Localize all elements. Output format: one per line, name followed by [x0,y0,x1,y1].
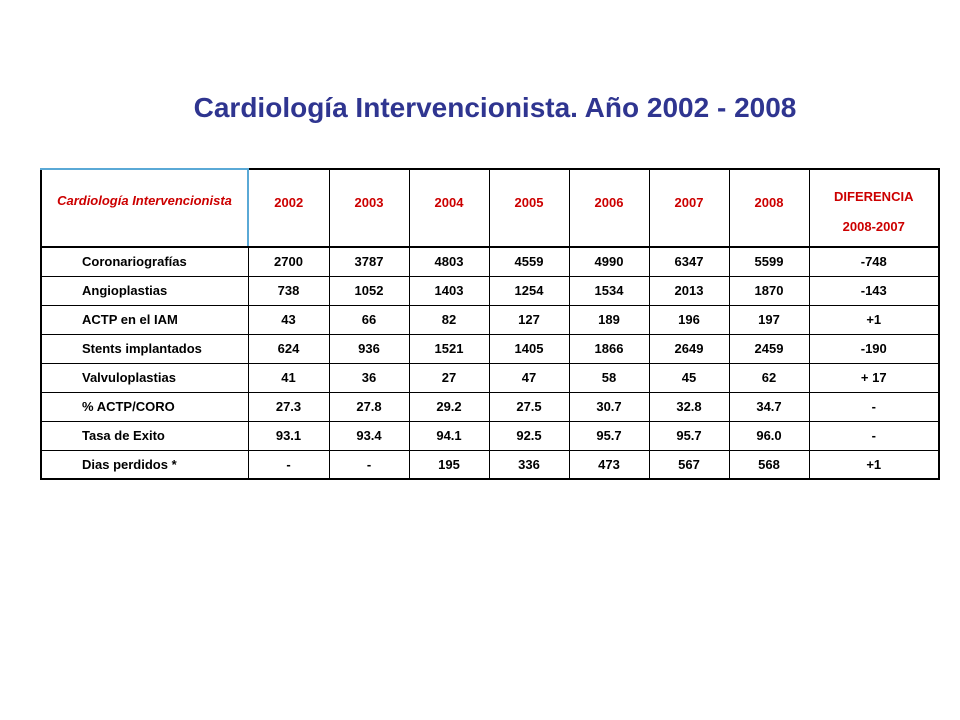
cell-diff: + 17 [809,363,939,392]
table-row [41,334,939,363]
table-row [41,392,939,421]
cell-diff: +1 [809,305,939,334]
cell-value: 568 [729,450,809,479]
table-row [41,305,939,334]
cell-value: 1866 [569,334,649,363]
cell-diff: - [809,392,939,421]
cell-value: 127 [489,305,569,334]
cell-value: 1521 [409,334,489,363]
cell-value: 624 [248,334,329,363]
cell-value: 47 [489,363,569,392]
cell-value: 45 [649,363,729,392]
data-table-container [40,168,940,480]
header-year-2003: 2003 [329,169,409,247]
cell-value: 93.4 [329,421,409,450]
row-label: Valvuloplastias [41,363,248,392]
cell-value: 27.5 [489,392,569,421]
cell-value: 196 [649,305,729,334]
cell-value: 94.1 [409,421,489,450]
cell-value: 1403 [409,276,489,305]
header-first-col: Cardiología Intervencionista [41,169,248,247]
cell-value: 62 [729,363,809,392]
cell-value: 1052 [329,276,409,305]
cell-value: 58 [569,363,649,392]
row-label: % ACTP/CORO [41,392,248,421]
header-row [41,169,939,247]
cell-value: 1870 [729,276,809,305]
cell-value: 4803 [409,247,489,276]
cell-diff: -190 [809,334,939,363]
table-row [41,450,939,479]
cell-diff: +1 [809,450,939,479]
cell-value: 189 [569,305,649,334]
cell-diff: -748 [809,247,939,276]
header-year-2004: 2004 [409,169,489,247]
row-label: Dias perdidos * [41,450,248,479]
cell-value: 3787 [329,247,409,276]
cell-value: 738 [248,276,329,305]
cell-diff: - [809,421,939,450]
table-row [41,247,939,276]
cell-value: 6347 [649,247,729,276]
page-title: Cardiología Intervencionista. Año 2002 - 2008 [193,92,797,123]
row-label: Coronariografías [41,247,248,276]
cell-value: 1254 [489,276,569,305]
row-label: Stents implantados [41,334,248,363]
cell-value: 567 [649,450,729,479]
cell-value: 34.7 [729,392,809,421]
cardiology-table [40,168,940,480]
cell-value: 93.1 [248,421,329,450]
cell-value: 195 [409,450,489,479]
header-diff-line1: DIFERENCIA [834,189,914,204]
cell-value: 27.3 [248,392,329,421]
cell-value: - [329,450,409,479]
cell-value: 66 [329,305,409,334]
header-year-2002: 2002 [248,169,329,247]
cell-value: 2013 [649,276,729,305]
cell-value: - [248,450,329,479]
cell-value: 82 [409,305,489,334]
row-label: Tasa de Exito [41,421,248,450]
cell-value: 4559 [489,247,569,276]
table-row [41,276,939,305]
cell-value: 41 [248,363,329,392]
cell-value: 5599 [729,247,809,276]
header-year-2007: 2007 [649,169,729,247]
header-diff [809,169,939,247]
cell-value: 43 [248,305,329,334]
cell-value: 32.8 [649,392,729,421]
cell-value: 197 [729,305,809,334]
cell-value: 96.0 [729,421,809,450]
cell-value: 1534 [569,276,649,305]
cell-value: 2459 [729,334,809,363]
header-year-2008: 2008 [729,169,809,247]
cell-value: 29.2 [409,392,489,421]
table-row [41,421,939,450]
cell-value: 2649 [649,334,729,363]
header-diff-line2: 2008-2007 [842,219,905,234]
cell-value: 1405 [489,334,569,363]
cell-diff: -143 [809,276,939,305]
cell-value: 27.8 [329,392,409,421]
header-year-2006: 2006 [569,169,649,247]
cell-value: 2700 [248,247,329,276]
cell-value: 95.7 [569,421,649,450]
cell-value: 336 [489,450,569,479]
header-year-2005: 2005 [489,169,569,247]
cell-value: 4990 [569,247,649,276]
cell-value: 936 [329,334,409,363]
row-label: ACTP en el IAM [41,305,248,334]
cell-value: 36 [329,363,409,392]
cell-value: 30.7 [569,392,649,421]
cell-value: 473 [569,450,649,479]
table-row [41,363,939,392]
cell-value: 92.5 [489,421,569,450]
cell-value: 95.7 [649,421,729,450]
cell-value: 27 [409,363,489,392]
row-label: Angioplastias [41,276,248,305]
